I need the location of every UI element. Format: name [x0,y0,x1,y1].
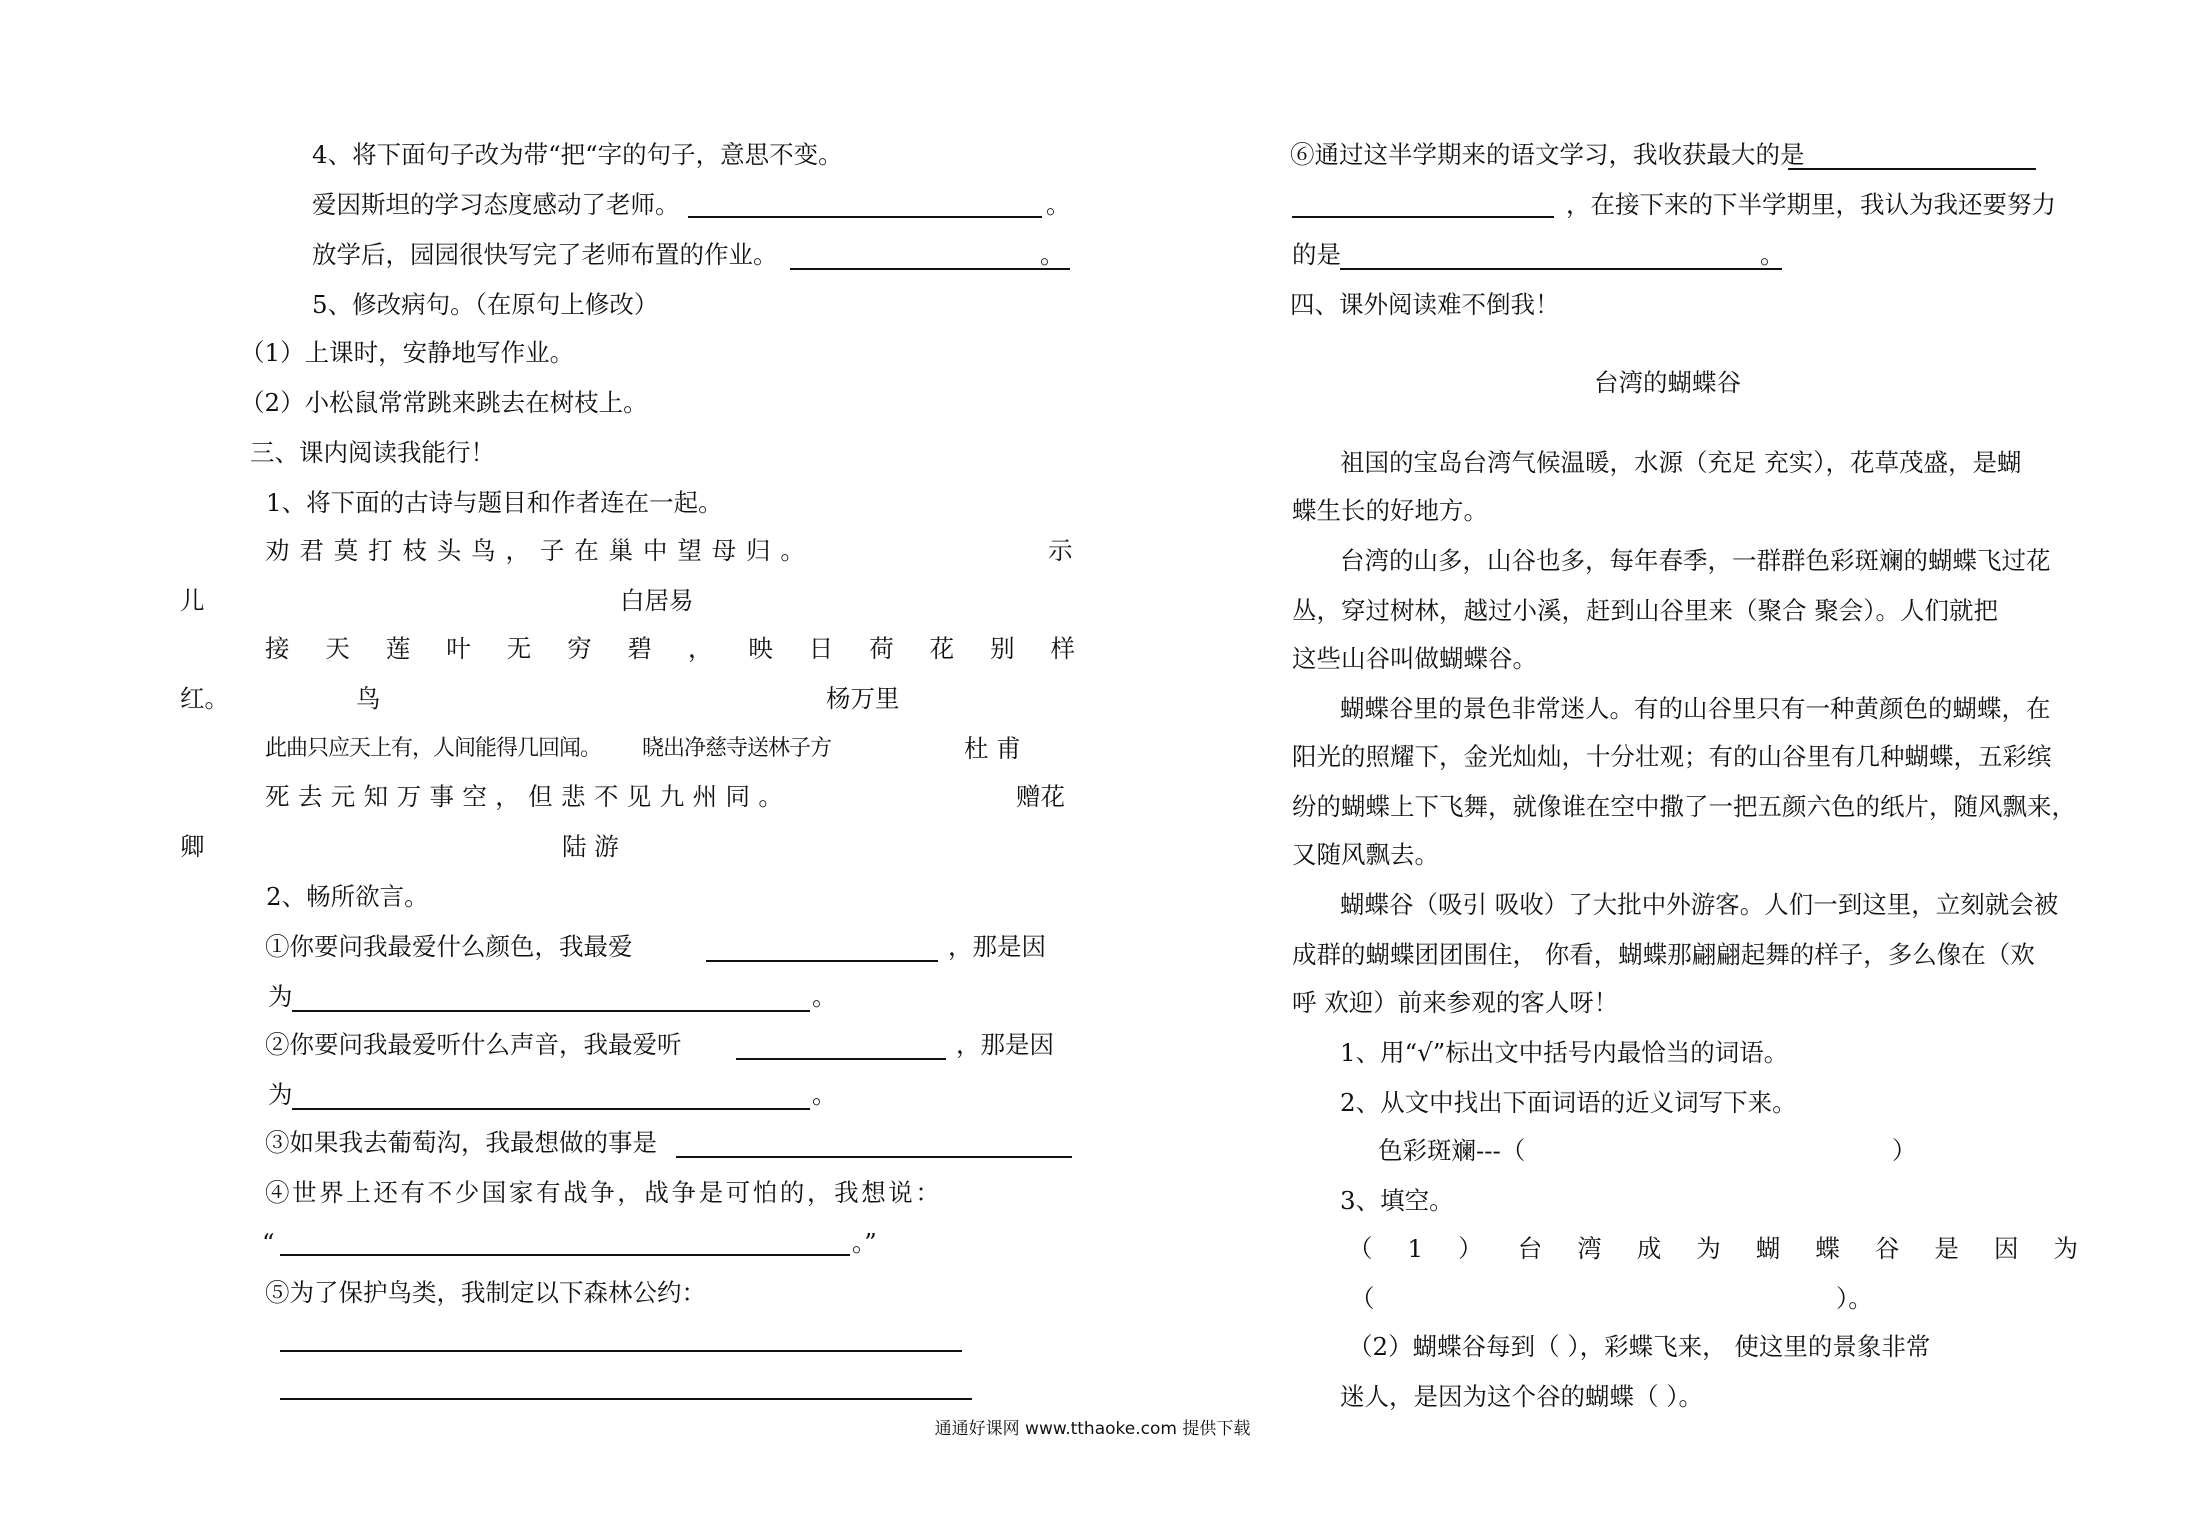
poem-char: 劝 [265,536,290,565]
poem-4-line [265,780,783,816]
poem-char: 接 [265,634,290,663]
poem-char: 知 [363,782,389,811]
q2-2-suffix: ，那是因 [956,1030,1054,1059]
reading-q3-2-line-2: 迷人，是因为这个谷的蝴蝶（ ）。 [1340,1382,1704,1411]
q3-char: 谷 [1874,1234,1900,1263]
poem-char: 莫 [333,536,359,565]
q4-end-1: 。 [1046,190,1071,219]
poem-char: 鸟 [471,536,496,565]
reading-q3: 3、填空。 [1340,1186,1454,1215]
poem-author-1: 白居易 [620,586,694,615]
q3-char: 是 [1934,1234,1959,1263]
q3-char: （ [1348,1234,1373,1263]
q6-answer-line-3[interactable] [1340,268,1782,270]
q2-2-end: 。 [812,1080,837,1109]
poem-author-4: 陆 游 [562,832,619,861]
poem-char: 巢 [608,536,634,565]
q3-char: 1 [1407,1234,1424,1263]
poem-char: 子 [539,536,565,565]
poem-char: 莲 [385,634,411,663]
q4-answer-2-line[interactable] [790,268,1070,270]
para-3-line-4: 又随风飘去。 [1292,840,1439,869]
q2-5-prompt: ⑤为了保护鸟类，我制定以下森林公约： [265,1278,706,1307]
poem-char: 归 [746,536,771,565]
para-1-line-1: 祖国的宝岛台湾气候温暖，水源（充足 充实），花草茂盛，是蝴 [1340,448,2022,477]
poem-char: 日 [808,634,834,663]
para-1-line-2: 蝶生长的好地方。 [1292,496,1488,525]
para-4-line-3: 呼 欢迎）前来参观的客人呀！ [1292,988,1619,1017]
poem-char: 不 [593,782,619,811]
q2-1-suffix: ，那是因 [948,932,1046,961]
q2-4-close-quote: 。” [852,1228,877,1257]
page-footer: 通通好课网 www.tthaoke.com 提供下载 [934,1419,1251,1439]
poem-char: 万 [396,782,422,811]
poem-char: 同 [725,782,750,811]
q2-5-answer-line-1[interactable] [280,1350,962,1352]
para-2-line-2: 丛，穿过树林，越过小溪，赶到山谷里来（聚合 聚会）。人们就把 [1292,596,1999,625]
q2-1-prompt: ①你要问我最爱什么颜色，我最爱 [265,932,633,961]
q4-title: 4、将下面句子改为带“把“字的句子，意思不变。 [312,140,843,169]
poem-char: 头 [436,536,462,565]
poem-char: 花 [929,634,955,663]
poem-char: ， [495,782,520,811]
poem-char: 枝 [402,536,427,565]
poem-2-line [265,632,1075,668]
q3-char: 因 [1993,1234,2019,1263]
q3-char: 蝴 [1755,1234,1781,1263]
q3-char: 台 [1517,1234,1543,1263]
q2-1-answer-line[interactable] [706,960,938,962]
reading-q2-word: 色彩斑斓---（ [1378,1136,1526,1165]
poem-char: 君 [299,536,324,565]
story-title: 台湾的蝴蝶谷 [1594,368,1741,397]
poem-char: 穷 [567,634,592,663]
reading-q2-close: ） [1892,1136,1917,1165]
reading-q3-2-line-1: （2）蝴蝶谷每到（ ），彩蝶飞来， 使这里的景象非常 [1348,1332,1931,1361]
para-3-line-1: 蝴蝶谷里的景色非常迷人。有的山谷里只有一种黄颜色的蝴蝶，在 [1340,694,2051,723]
poem-char: ， [687,634,713,663]
poem-char: 空 [462,782,487,811]
poem-char: 别 [990,634,1015,663]
poem-title-1a: 示 [1048,536,1073,565]
poem-char: 去 [297,782,323,811]
q3-char: 成 [1636,1234,1662,1263]
poem-author-3: 杜 甫 [964,734,1021,763]
q2-2-reason-label: 为 [268,1080,293,1109]
poem-char: ， [505,536,531,565]
poem-char: 。 [758,782,783,811]
section-4-heading: 四、课外阅读难不倒我！ [1290,290,1560,319]
q5-item-1: （1）上课时，安静地写作业。 [240,338,575,367]
para-2-line-1: 台湾的山多，山谷也多，每年春季，一群群色彩斑斓的蝴蝶飞过花 [1340,546,2051,575]
poem-char: 见 [626,782,652,811]
q3-char: 湾 [1577,1234,1602,1263]
poem-title-1b: 儿 [180,586,205,615]
poem-title-2: 鸟 [356,684,381,713]
q4-end-2: 。 [1040,240,1065,269]
q5-item-2: （2）小松鼠常常跳来跳去在树枝上。 [240,388,648,417]
q6-answer-line-2[interactable] [1292,216,1554,218]
q6-answer-line-1[interactable] [1788,168,2036,170]
q2-3-prompt: ③如果我去葡萄沟，我最想做的事是 [265,1128,657,1157]
q4-sentence-2: 放学后，园园很快写完了老师布置的作业。 [312,240,778,269]
poem-title-4b: 卿 [180,832,205,861]
q2-1-reason-label: 为 [268,982,293,1011]
q3-char: 为 [1696,1234,1721,1263]
section-3-heading: 三、课内阅读我能行！ [250,438,495,467]
poem-char: 望 [677,536,702,565]
reading-q2: 2、从文中找出下面词语的近义词写下来。 [1340,1088,1797,1117]
poem-3-line: 此曲只应天上有，人间能得几回闻。 [265,736,602,761]
poem-1-line [265,534,805,570]
poem-author-2: 杨万里 [826,684,900,713]
para-4-line-1: 蝴蝶谷（吸引 吸收）了大批中外游客。人们一到这里，立刻就会被 [1340,890,2059,919]
q3-char: 为 [2053,1234,2078,1263]
q2-2-answer-line[interactable] [736,1058,946,1060]
para-3-line-3: 纷的蝴蝶上下飞舞，就像谁在空中撒了一把五颜六色的纸片，随风飘来， [1292,792,2076,821]
poem-char: 无 [506,634,532,663]
poem-2-end: 红。 [180,684,229,713]
poem-char: 但 [528,782,553,811]
poem-char: 。 [780,536,805,565]
q4-sentence-1: 爱因斯坦的学习态度感动了老师。 [312,190,680,219]
poem-char: 样 [1050,634,1075,663]
para-3-line-2: 阳光的照耀下，金光灿灿，十分壮观；有的山谷里有几种蝴蝶，五彩缤 [1292,742,2052,771]
q5-title: 5、修改病句。（在原句上修改） [312,290,659,319]
q6-prompt: ⑥通过这半学期来的语文学习，我收获最大的是 [1290,140,1805,169]
q6-label: 的是 [1292,240,1341,269]
reading-q2-answer-space[interactable] [1560,1162,1890,1192]
poem-char: 在 [574,536,599,565]
poem-char: 打 [368,536,393,565]
q2-4-open-quote: “ [262,1228,275,1257]
q3-char: 蝶 [1815,1234,1840,1263]
poem-char: 元 [330,782,356,811]
q2-3-answer-line[interactable] [676,1156,1072,1158]
q3-char: ） [1458,1234,1483,1263]
reading-q3-1-open: （ [1350,1284,1375,1313]
poem-title-4a: 赠花 [1016,782,1065,811]
poem-char: 死 [265,782,290,811]
reading-q1: 1、用“√”标出文中括号内最恰当的词语。 [1340,1038,1789,1067]
poem-char: 州 [692,782,718,811]
q2-1-reason-line[interactable] [292,1010,810,1012]
q4-answer-1-line[interactable] [688,216,1042,218]
poem-char: 天 [325,634,350,663]
poem-char: 中 [642,536,668,565]
poem-char: 映 [748,634,773,663]
poem-char: 事 [429,782,454,811]
para-4-line-2: 成群的蝴蝶团团围住， 你看，蝴蝶那翩翩起舞的样子，多么像在（欢 [1292,940,2035,969]
q2-4-prompt: ④世界上还有不少国家有战争，战争是可怕的，我想说： [265,1178,943,1207]
poem-char: 碧 [627,634,653,663]
q2-2-reason-line[interactable] [292,1108,810,1110]
q6-end: 。 [1760,240,1785,269]
poem-char: 叶 [446,634,471,663]
poem-char: 荷 [869,634,894,663]
q2-5-answer-line-2[interactable] [280,1398,972,1400]
poem-title-3: 晓出净慈寺送林子方 [642,736,832,761]
poem-char: 母 [711,536,737,565]
reading-q3-1-line [1348,1232,2078,1268]
s3-question-2: 2、畅所欲言。 [266,882,429,911]
q2-1-end: 。 [812,982,837,1011]
poem-char: 悲 [561,782,586,811]
poem-char: 九 [659,782,685,811]
q6-middle: ，在接下来的下半学期里，我认为我还要努力 [1566,190,2056,219]
reading-q3-1-close: ）。 [1836,1284,1873,1313]
s3-question-1: 1、将下面的古诗与题目和作者连在一起。 [266,488,723,517]
para-2-line-3: 这些山谷叫做蝴蝶谷。 [1292,644,1537,673]
q2-2-prompt: ②你要问我最爱听什么声音，我最爱听 [265,1030,682,1059]
q2-4-answer-line[interactable] [280,1254,850,1256]
